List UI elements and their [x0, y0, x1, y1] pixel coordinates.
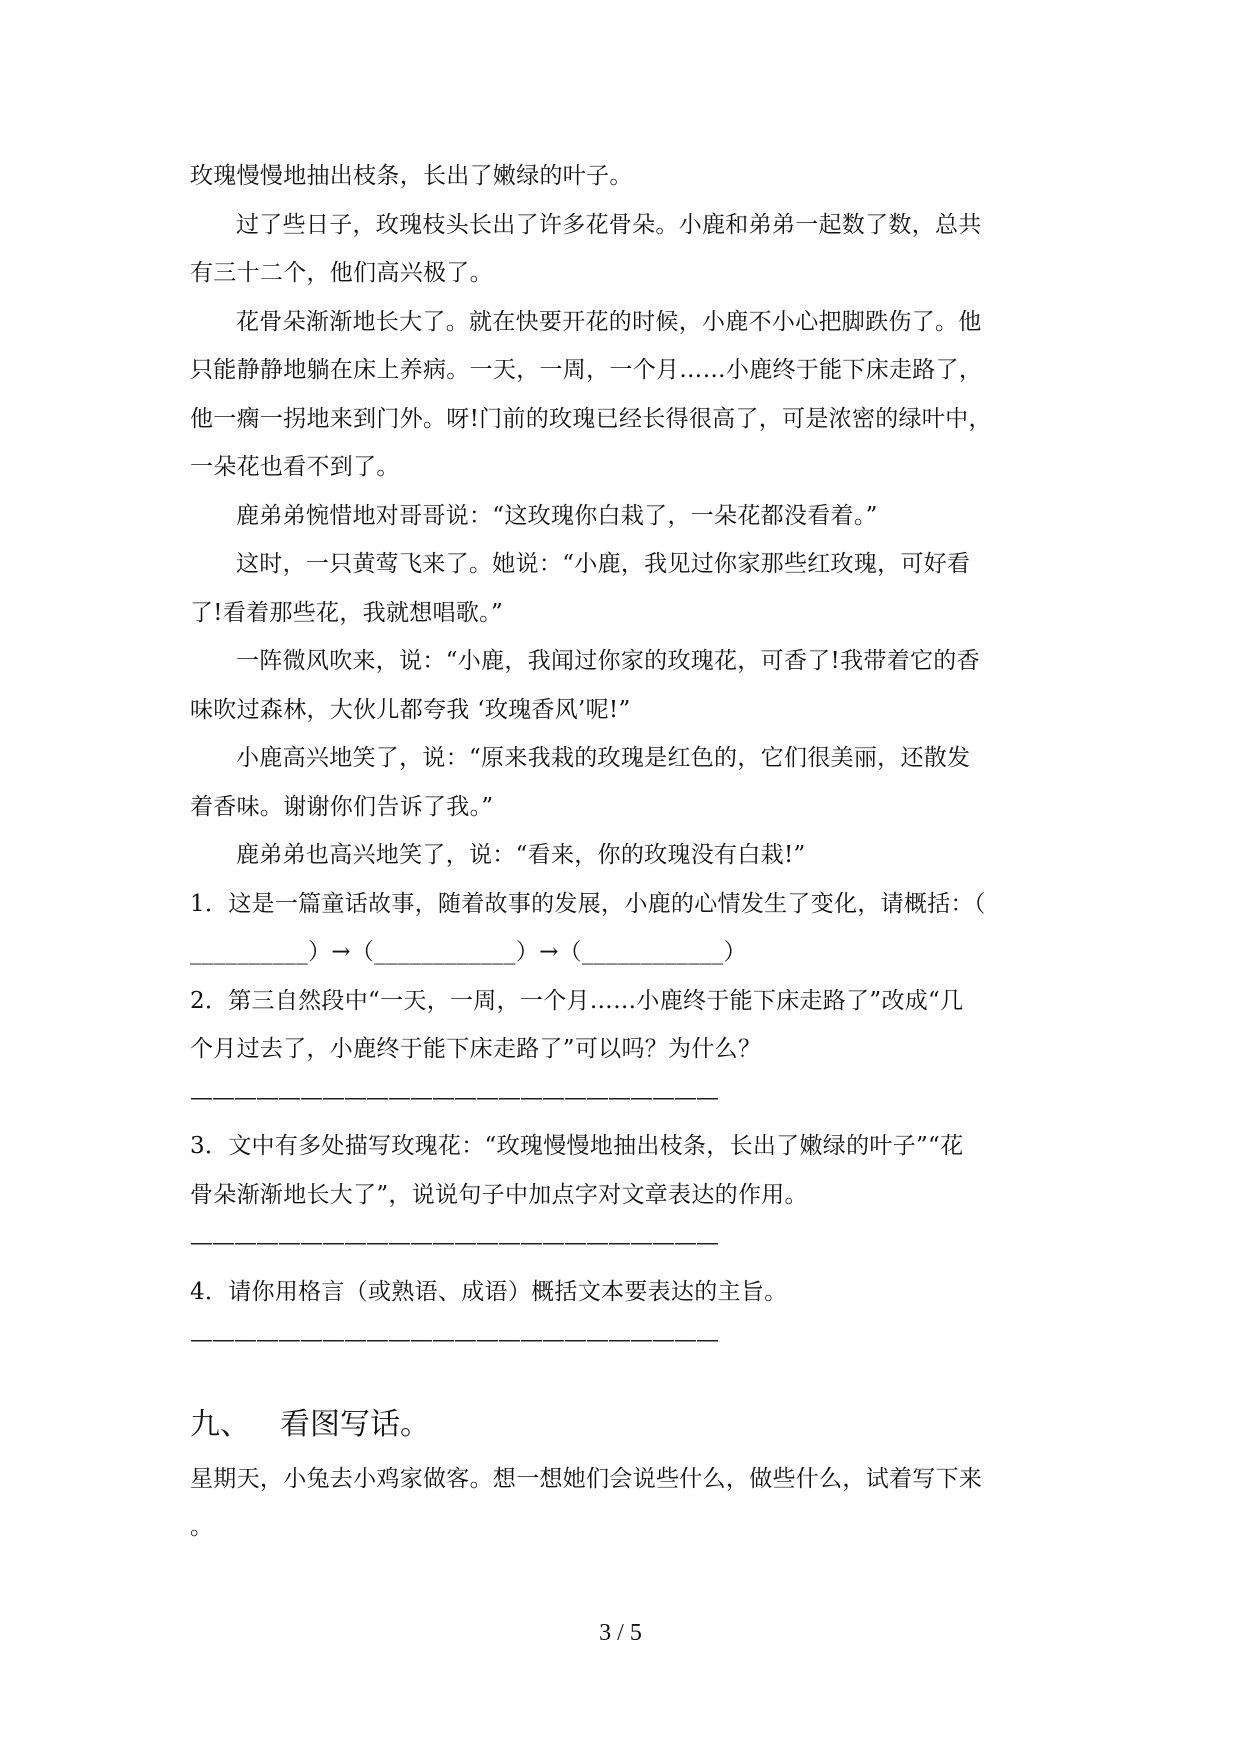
question-2: [190, 977, 1060, 1123]
story-line: 这时，一只黄莺飞来了。她说：“小鹿，我见过你家那些红玫瑰，可好看: [236, 551, 971, 577]
instruction-line: 星期天，小兔去小鸡家做客。想一想她们会说些什么，做些什么，试着写下来: [190, 1465, 983, 1492]
story-paragraph-2: [190, 201, 1060, 298]
document-content: [190, 152, 1060, 1552]
question-text: 1．这是一篇童话故事，随着故事的发展，小鹿的心情发生了变化，请概括：（: [190, 890, 986, 917]
story-paragraph-8: [190, 831, 1060, 880]
question-text: 3．文中有多处描写玫瑰花：“玫瑰慢慢地抽出枝条，长出了嫩绿的叶子”“花: [190, 1133, 964, 1159]
story-line: 了!看着那些花，我就想唱歌。”: [190, 599, 504, 626]
story-line: 鹿弟弟也高兴地笑了，说：“看来，你的玫瑰没有白栽!”: [236, 842, 806, 868]
answer-line[interactable]: ————————————————————————: [190, 1327, 718, 1353]
section-title: 看图写话。: [280, 1406, 430, 1442]
story-line: 鹿弟弟惋惜地对哥哥说：“这玫瑰你白栽了，一朵花都没看着。”: [236, 502, 878, 529]
story-line: 一朵花也看不到了。: [190, 454, 400, 480]
story-paragraph-5: [190, 540, 1060, 637]
story-line: 味吹过森林，大伙儿都夸我 ‘玫瑰香风’呢!”: [190, 696, 631, 723]
instruction-line: 。: [190, 1514, 214, 1540]
story-line: 玫瑰慢慢地抽出枝条，长出了嫩绿的叶子。: [190, 163, 633, 189]
story-line: 一阵微风吹来，说：“小鹿，我闻过你家的玫瑰花，可香了!我带着它的香: [236, 648, 980, 674]
question-blanks[interactable]: __________）→（____________）→（____________）: [190, 939, 747, 965]
page-number: 3 / 5: [599, 1620, 642, 1646]
story-paragraph-6: [190, 637, 1060, 734]
section-heading: [190, 1395, 1060, 1455]
answer-line[interactable]: ————————————————————————: [190, 1230, 718, 1256]
question-text: 2．第三自然段中“一天，一周，一个月……小鹿终于能下床走路了”改成“几: [190, 987, 964, 1014]
section-instructions: [190, 1455, 1060, 1552]
question-text: 骨朵渐渐地长大了”，说说句子中加点字对文章表达的作用。: [190, 1181, 808, 1208]
question-1: [190, 880, 1060, 977]
question-text: 个月过去了，小鹿终于能下床走路了”可以吗？为什么？: [190, 1036, 762, 1062]
question-3: [190, 1122, 1060, 1268]
answer-line[interactable]: ————————————————————————: [190, 1084, 718, 1111]
story-line: 有三十二个，他们高兴极了。: [190, 260, 493, 286]
story-line: 小鹿高兴地笑了，说：“原来我栽的玫瑰是红色的，它们很美丽，还散发: [236, 745, 971, 771]
story-paragraph-1: [190, 152, 1060, 201]
question-text: 4．请你用格言（或熟语、成语）概括文本要表达的主旨。: [190, 1278, 788, 1305]
story-line: 只能静静地躺在床上养病。一天，一周，一个月……小鹿终于能下床走路了，: [190, 357, 983, 383]
story-paragraph-7: [190, 734, 1060, 831]
question-4: [190, 1268, 1060, 1365]
story-paragraph-3: [190, 298, 1060, 492]
story-line: 花骨朵渐渐地长大了。就在快要开花的时候，小鹿不小心把脚跌伤了。他: [236, 308, 982, 335]
story-line: 着香味。谢谢你们告诉了我。”: [190, 793, 494, 820]
story-line: 过了些日子，玫瑰枝头长出了许多花骨朵。小鹿和弟弟一起数了数，总共: [236, 211, 982, 238]
section-number: 九、: [190, 1406, 250, 1442]
story-line: 他一瘸一拐地来到门外。呀!门前的玫瑰已经长得很高了，可是浓密的绿叶中，: [190, 405, 992, 432]
story-paragraph-4: [190, 492, 1060, 541]
